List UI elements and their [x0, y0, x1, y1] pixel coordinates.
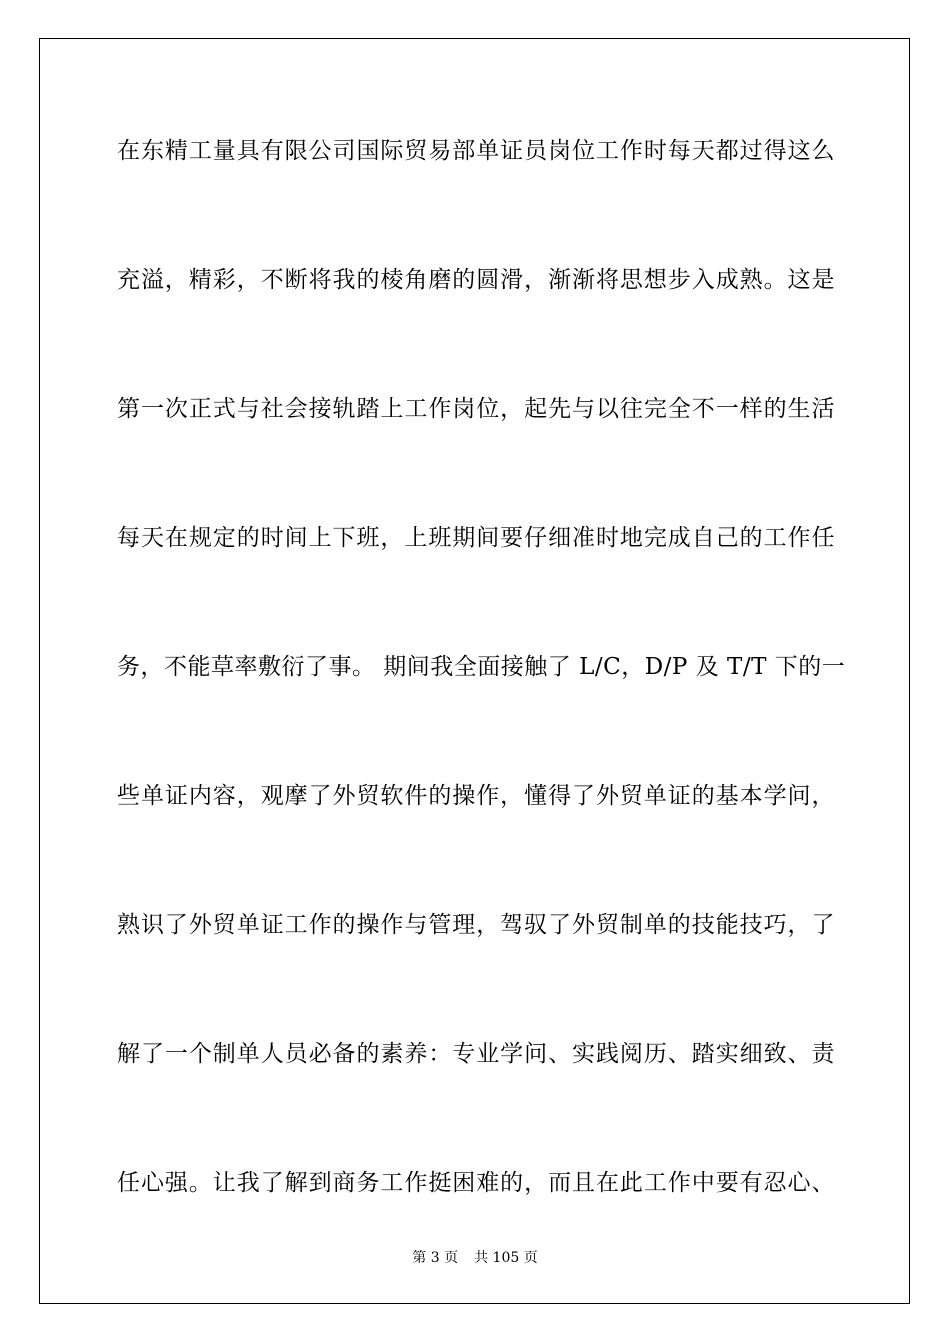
- text-line: 务，不能草率敷衍了事。 期间我全面接触了 L/C，D/P 及 T/T 下的一: [117, 654, 846, 680]
- text-line: 解了一个制单人员必备的素养：专业学问、实践阅历、踏实细致、责: [117, 1041, 835, 1067]
- page-number: 第 3 页: [412, 1250, 459, 1266]
- text-line: 任心强。让我了解到商务工作挺困难的，而且在此工作中要有忍心、: [117, 1170, 835, 1196]
- text-line: 些单证内容，观摩了外贸软件的操作，懂得了外贸单证的基本学问，: [117, 783, 835, 809]
- document-body: [117, 125, 846, 1286]
- page-total: 共 105 页: [474, 1250, 538, 1266]
- page-footer: [0, 1247, 950, 1267]
- text-line: 充溢，精彩，不断将我的棱角磨的圆滑，渐渐将思想步入成熟。这是: [117, 267, 835, 293]
- text-line: 熟识了外贸单证工作的操作与管理，驾驭了外贸制单的技能技巧，了: [117, 912, 835, 938]
- text-line: 第一次正式与社会接轨踏上工作岗位，起先与以往完全不一样的生活: [117, 396, 835, 422]
- text-line: 每天在规定的时间上下班，上班期间要仔细准时地完成自己的工作任: [117, 525, 835, 551]
- text-line: 在东精工量具有限公司国际贸易部单证员岗位工作时每天都过得这么: [117, 138, 835, 164]
